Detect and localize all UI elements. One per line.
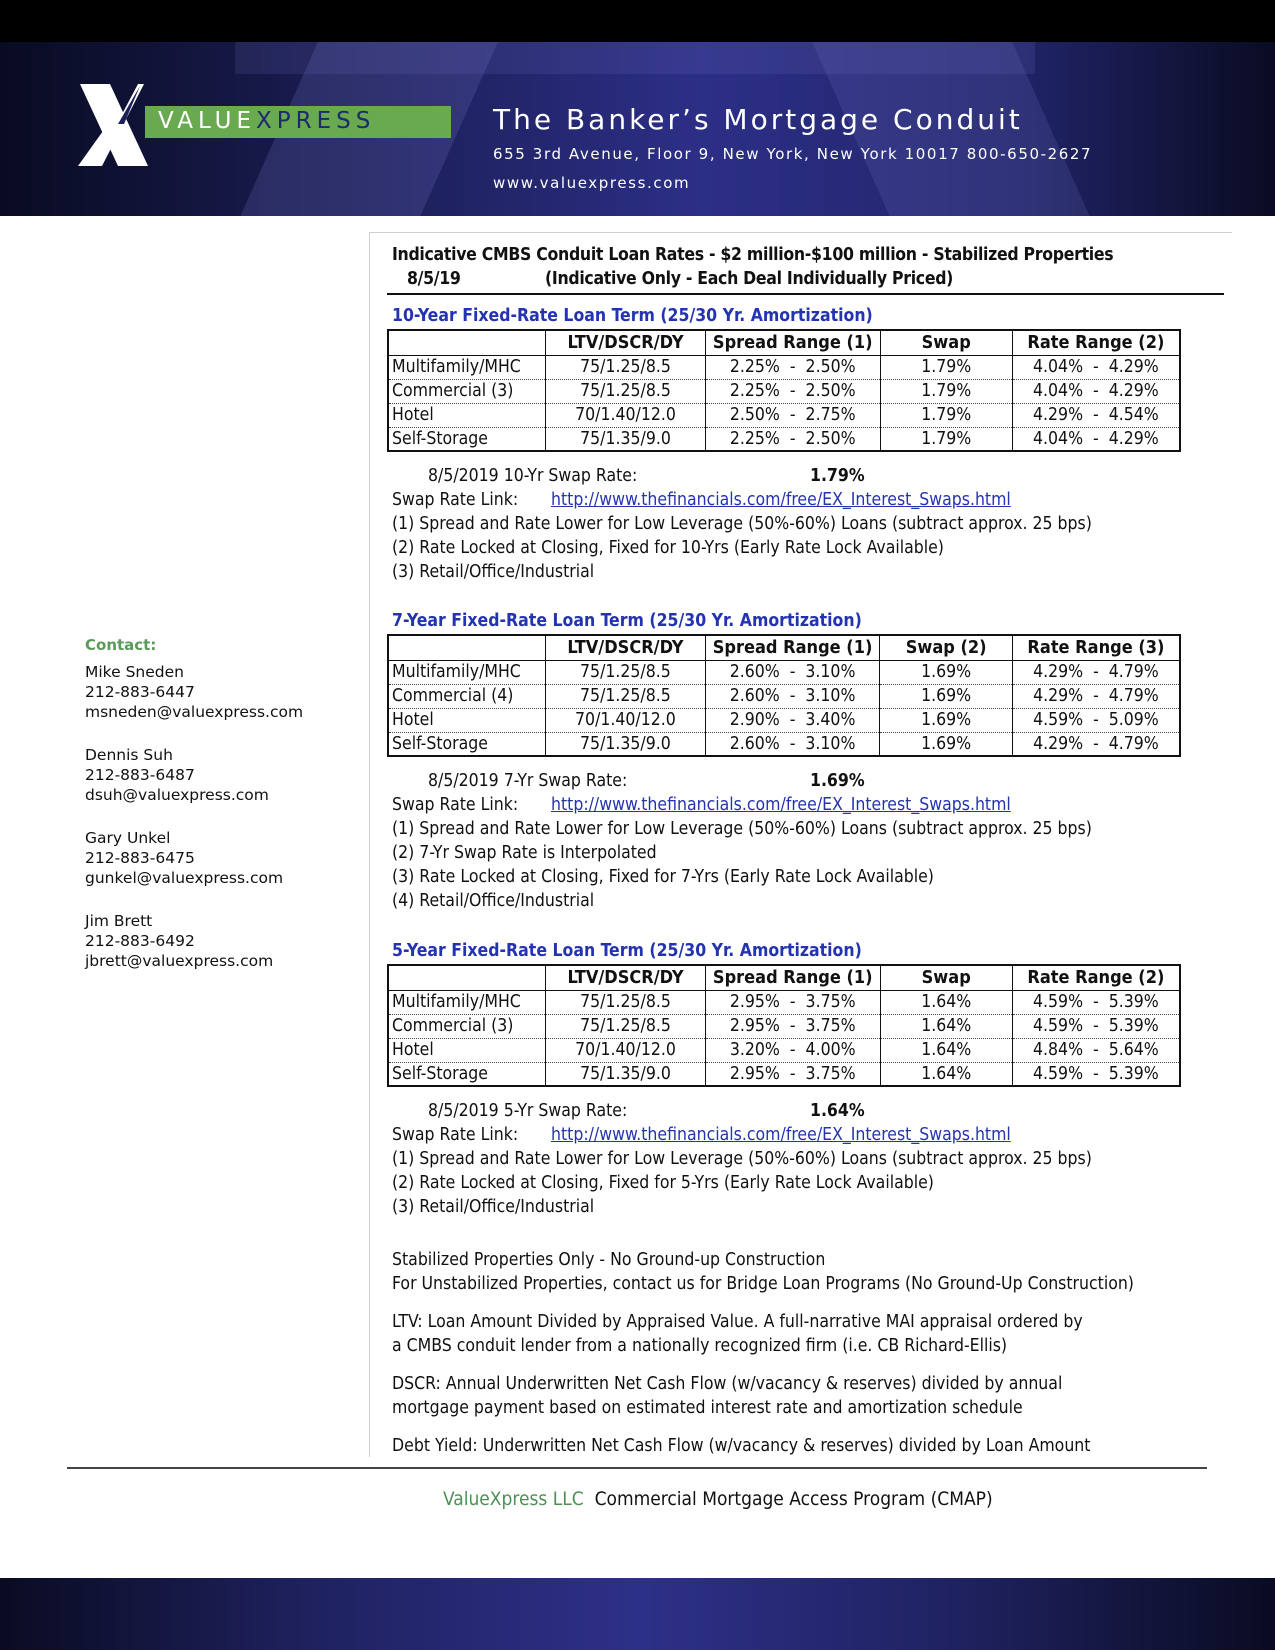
- col-header-swap: Swap: [880, 330, 1012, 355]
- table-row: [388, 990, 1180, 1014]
- swap-link-label: Swap Rate Link:: [392, 795, 519, 815]
- swap-link-line: [392, 793, 1181, 817]
- cell-rate: 4.04% - 4.29%: [1012, 379, 1180, 403]
- logo-text-value: VALUE: [158, 108, 257, 134]
- table-row: [388, 660, 1180, 684]
- cell-property-type: Hotel: [388, 403, 546, 427]
- col-header-type: [388, 965, 546, 990]
- logo-wordmark: [158, 108, 375, 134]
- rates-content: [392, 243, 1232, 1456]
- footnote: (4) Retail/Office/Industrial: [392, 891, 595, 911]
- footer-tagline: [443, 1488, 993, 1510]
- document-title: Indicative CMBS Conduit Loan Rates - $2 million-$100 million - Stabilized Properties: [392, 245, 1114, 265]
- col-header-ltv: LTV/DSCR/DY: [546, 330, 706, 355]
- footer-band: [0, 1578, 1275, 1650]
- cell-spread: 3.20% - 4.00%: [705, 1038, 880, 1062]
- contact-email[interactable]: dsuh@valuexpress.com: [85, 786, 269, 804]
- footnote: (1) Spread and Rate Lower for Low Leverage (50%-60%) Loans (subtract approx. 25 bps): [392, 514, 1092, 534]
- cell-swap: 1.79%: [880, 403, 1012, 427]
- cell-property-type: Commercial (3): [388, 1014, 546, 1038]
- table-row: [388, 732, 1180, 756]
- contact-email[interactable]: jbrett@valuexpress.com: [85, 952, 274, 970]
- contact-name: Mike Sneden: [85, 663, 184, 681]
- swap-rate-link[interactable]: http://www.thefinancials.com/free/EX_Interest_Swaps.html: [551, 490, 1011, 510]
- cell-swap: 1.79%: [880, 355, 1012, 379]
- cell-spread: 2.60% - 3.10%: [705, 660, 880, 684]
- cell-rate: 4.29% - 4.79%: [1012, 732, 1180, 756]
- contact-card: [85, 745, 345, 805]
- contact-sidebar: [85, 636, 345, 994]
- cell-spread: 2.95% - 3.75%: [705, 1062, 880, 1086]
- footnote: (3) Retail/Office/Industrial: [392, 562, 595, 582]
- debt-yield-definition: Debt Yield: Underwritten Net Cash Flow (w/vacancy & reserves) divided by Loan Amount: [392, 1436, 1091, 1456]
- table-row: [388, 1038, 1180, 1062]
- section-10-year: [392, 305, 1181, 584]
- cell-ltv: 75/1.25/8.5: [546, 379, 706, 403]
- table-row: [388, 1014, 1180, 1038]
- cell-swap: 1.69%: [880, 660, 1012, 684]
- section-title: 10-Year Fixed-Rate Loan Term (25/30 Yr. Amortization): [392, 306, 873, 326]
- table-row: [388, 379, 1180, 403]
- cell-ltv: 75/1.25/8.5: [546, 1014, 706, 1038]
- rates-table: [387, 964, 1181, 1087]
- cell-property-type: Multifamily/MHC: [388, 660, 546, 684]
- col-header-ltv: LTV/DSCR/DY: [546, 965, 706, 990]
- table-header-row: [388, 330, 1180, 355]
- cell-rate: 4.04% - 4.29%: [1012, 355, 1180, 379]
- cell-swap: 1.69%: [880, 684, 1012, 708]
- company-tagline: The Banker’s Mortgage Conduit: [493, 103, 1023, 136]
- col-header-spread: Spread Range (1): [705, 965, 880, 990]
- section-notes: [392, 464, 1181, 584]
- stabilized-note: [392, 1248, 1134, 1296]
- table-row: [388, 427, 1180, 451]
- contact-email[interactable]: gunkel@valuexpress.com: [85, 869, 284, 887]
- cell-property-type: Commercial (3): [388, 379, 546, 403]
- swap-rate-value: 1.79%: [810, 466, 865, 486]
- cell-ltv: 70/1.40/12.0: [546, 403, 706, 427]
- contact-card: [85, 662, 345, 722]
- swap-link-label: Swap Rate Link:: [392, 1125, 519, 1145]
- cell-swap: 1.64%: [880, 990, 1012, 1014]
- table-row: [388, 1062, 1180, 1086]
- contact-name: Gary Unkel: [85, 829, 171, 847]
- swap-rate-value: 1.64%: [810, 1101, 865, 1121]
- table-row: [388, 403, 1180, 427]
- cell-rate: 4.59% - 5.09%: [1012, 708, 1180, 732]
- swap-rate-value: 1.69%: [810, 771, 865, 791]
- section-notes: [392, 769, 1181, 913]
- rates-table: [387, 634, 1181, 757]
- dscr-definition: [392, 1372, 1134, 1420]
- table-row: [388, 684, 1180, 708]
- footer-brand: ValueXpress LLC: [443, 1488, 584, 1510]
- section-title: 5-Year Fixed-Rate Loan Term (25/30 Yr. Amortization): [392, 941, 862, 961]
- footnote: (2) 7-Yr Swap Rate is Interpolated: [392, 843, 657, 863]
- cell-property-type: Self-Storage: [392, 428, 488, 449]
- cell-property-type: Multifamily/MHC: [388, 990, 546, 1014]
- swap-rate-link[interactable]: http://www.thefinancials.com/free/EX_Interest_Swaps.html: [551, 795, 1011, 815]
- cell-spread: 2.95% - 3.75%: [705, 1014, 880, 1038]
- dscr-definition-line: DSCR: Annual Underwritten Net Cash Flow (w/vacancy & reserves) divided by annual: [392, 1374, 1063, 1394]
- contact-phone[interactable]: 212-883-6447: [85, 683, 195, 701]
- col-header-ltv: LTV/DSCR/DY: [546, 635, 705, 660]
- contact-card: [85, 828, 345, 888]
- contact-card: [85, 911, 345, 971]
- footnote: (3) Rate Locked at Closing, Fixed for 7-Yrs (Early Rate Lock Available): [392, 867, 934, 887]
- document-subtitle: (Indicative Only - Each Deal Individually Priced): [545, 269, 954, 289]
- contact-email[interactable]: msneden@valuexpress.com: [85, 703, 304, 721]
- swap-rate-line: [392, 464, 1181, 488]
- cell-property-type: Commercial (4): [388, 684, 546, 708]
- col-header-type: [388, 330, 546, 355]
- cell-ltv: 75/1.35/9.0: [546, 1062, 706, 1086]
- footnote: (2) Rate Locked at Closing, Fixed for 10-Yrs (Early Rate Lock Available): [392, 538, 944, 558]
- cell-spread: 2.25% - 2.50%: [705, 427, 880, 451]
- swap-link-label: Swap Rate Link:: [392, 490, 519, 510]
- section-5-year: [392, 940, 1181, 1219]
- table-row: [388, 708, 1180, 732]
- cell-rate: 4.59% - 5.39%: [1012, 1062, 1180, 1086]
- cell-rate: 4.29% - 4.54%: [1012, 403, 1180, 427]
- ltv-definition-line: LTV: Loan Amount Divided by Appraised Value. A full-narrative MAI appraisal ordered by: [392, 1312, 1083, 1332]
- cell-property-type: Self-Storage: [392, 733, 488, 754]
- cell-rate: 4.84% - 5.64%: [1012, 1038, 1180, 1062]
- contact-name: Dennis Suh: [85, 746, 173, 764]
- col-header-rate: Rate Range (3): [1012, 635, 1180, 660]
- company-website[interactable]: www.valuexpress.com: [493, 174, 691, 192]
- cell-swap: 1.69%: [880, 732, 1012, 756]
- rates-table: [387, 329, 1181, 452]
- cell-spread: 2.90% - 3.40%: [705, 708, 880, 732]
- col-header-spread: Spread Range (1): [705, 330, 880, 355]
- swap-rate-label: 8/5/2019 7-Yr Swap Rate:: [428, 771, 628, 791]
- section-7-year: [392, 610, 1181, 913]
- cell-rate: 4.29% - 4.79%: [1012, 660, 1180, 684]
- col-header-spread: Spread Range (1): [705, 635, 880, 660]
- ltv-definition: [392, 1310, 1134, 1358]
- swap-rate-label: 8/5/2019 10-Yr Swap Rate:: [428, 466, 638, 486]
- contact-phone[interactable]: 212-883-6492: [85, 932, 195, 950]
- cell-property-type: Multifamily/MHC: [388, 355, 546, 379]
- col-header-swap: Swap: [880, 965, 1012, 990]
- cell-property-type: Self-Storage: [392, 1063, 488, 1084]
- cell-spread: 2.25% - 2.50%: [705, 355, 880, 379]
- swap-rate-line: [392, 769, 1181, 793]
- footnote: (2) Rate Locked at Closing, Fixed for 5-Yrs (Early Rate Lock Available): [392, 1173, 934, 1193]
- cell-ltv: 75/1.25/8.5: [546, 660, 705, 684]
- cell-swap: 1.79%: [880, 427, 1012, 451]
- cell-ltv: 70/1.40/12.0: [546, 1038, 706, 1062]
- col-header-swap: Swap (2): [880, 635, 1012, 660]
- col-header-type: [388, 635, 546, 660]
- section-title: 7-Year Fixed-Rate Loan Term (25/30 Yr. Amortization): [392, 611, 862, 631]
- footnote: (1) Spread and Rate Lower for Low Leverage (50%-60%) Loans (subtract approx. 25 bps): [392, 819, 1092, 839]
- cell-spread: 2.50% - 2.75%: [705, 403, 880, 427]
- swap-link-line: [392, 1123, 1181, 1147]
- contact-phone[interactable]: 212-883-6487: [85, 766, 195, 784]
- definitions-block: [392, 1248, 1134, 1472]
- cell-property-type: Hotel: [388, 708, 546, 732]
- cell-spread: 2.95% - 3.75%: [705, 990, 880, 1014]
- top-black-bar: [0, 0, 1275, 42]
- swap-rate-line: [392, 1099, 1181, 1123]
- footnote: (3) Retail/Office/Industrial: [392, 1197, 595, 1217]
- cell-ltv: 75/1.25/8.5: [546, 990, 706, 1014]
- cell-spread: 2.60% - 3.10%: [705, 684, 880, 708]
- footer-divider: [67, 1467, 1207, 1469]
- cell-swap: 1.64%: [880, 1014, 1012, 1038]
- contact-phone[interactable]: 212-883-6475: [85, 849, 195, 867]
- bridge-loan-note-line: For Unstabilized Properties, contact us for Bridge Loan Programs (No Ground-Up Construction): [392, 1274, 1134, 1294]
- document-subtitle-row: [387, 267, 1224, 295]
- table-header-row: [388, 965, 1180, 990]
- cell-ltv: 75/1.25/8.5: [546, 355, 706, 379]
- cell-spread: 2.60% - 3.10%: [705, 732, 880, 756]
- swap-link-line: [392, 488, 1181, 512]
- stabilized-note-line: Stabilized Properties Only - No Ground-up Construction: [392, 1250, 826, 1270]
- cell-rate: 4.29% - 4.79%: [1012, 684, 1180, 708]
- swap-rate-link[interactable]: http://www.thefinancials.com/free/EX_Interest_Swaps.html: [551, 1125, 1011, 1145]
- dscr-definition-line: mortgage payment based on estimated interest rate and amortization schedule: [392, 1398, 1023, 1418]
- document-date: 8/5/19: [407, 269, 461, 289]
- ltv-definition-line: a CMBS conduit lender from a nationally recognized firm (i.e. CB Richard-Ellis): [392, 1336, 1008, 1356]
- col-header-rate: Rate Range (2): [1012, 330, 1180, 355]
- contact-heading: Contact:: [85, 636, 157, 654]
- table-header-row: [388, 635, 1180, 660]
- footnote: (1) Spread and Rate Lower for Low Leverage (50%-60%) Loans (subtract approx. 25 bps): [392, 1149, 1092, 1169]
- footer-program: Commercial Mortgage Access Program (CMAP): [594, 1488, 993, 1510]
- section-notes: [392, 1099, 1181, 1219]
- table-row: [388, 355, 1180, 379]
- cell-ltv: 75/1.25/8.5: [546, 684, 705, 708]
- cell-rate: 4.59% - 5.39%: [1012, 990, 1180, 1014]
- cell-ltv: 70/1.40/12.0: [546, 708, 705, 732]
- cell-swap: 1.69%: [880, 708, 1012, 732]
- logo-text-xpress: XPRESS: [256, 108, 376, 134]
- cell-rate: 4.59% - 5.39%: [1012, 1014, 1180, 1038]
- contact-name: Jim Brett: [85, 912, 153, 930]
- company-address: 655 3rd Avenue, Floor 9, New York, New York 10017 800-650-2627: [493, 145, 1093, 163]
- cell-swap: 1.79%: [880, 379, 1012, 403]
- cell-swap: 1.64%: [880, 1038, 1012, 1062]
- cell-swap: 1.64%: [880, 1062, 1012, 1086]
- cell-spread: 2.25% - 2.50%: [705, 379, 880, 403]
- cell-ltv: 75/1.35/9.0: [546, 732, 705, 756]
- col-header-rate: Rate Range (2): [1012, 965, 1180, 990]
- swap-rate-label: 8/5/2019 5-Yr Swap Rate:: [428, 1101, 628, 1121]
- cell-ltv: 75/1.35/9.0: [546, 427, 706, 451]
- cell-rate: 4.04% - 4.29%: [1012, 427, 1180, 451]
- cell-property-type: Hotel: [388, 1038, 546, 1062]
